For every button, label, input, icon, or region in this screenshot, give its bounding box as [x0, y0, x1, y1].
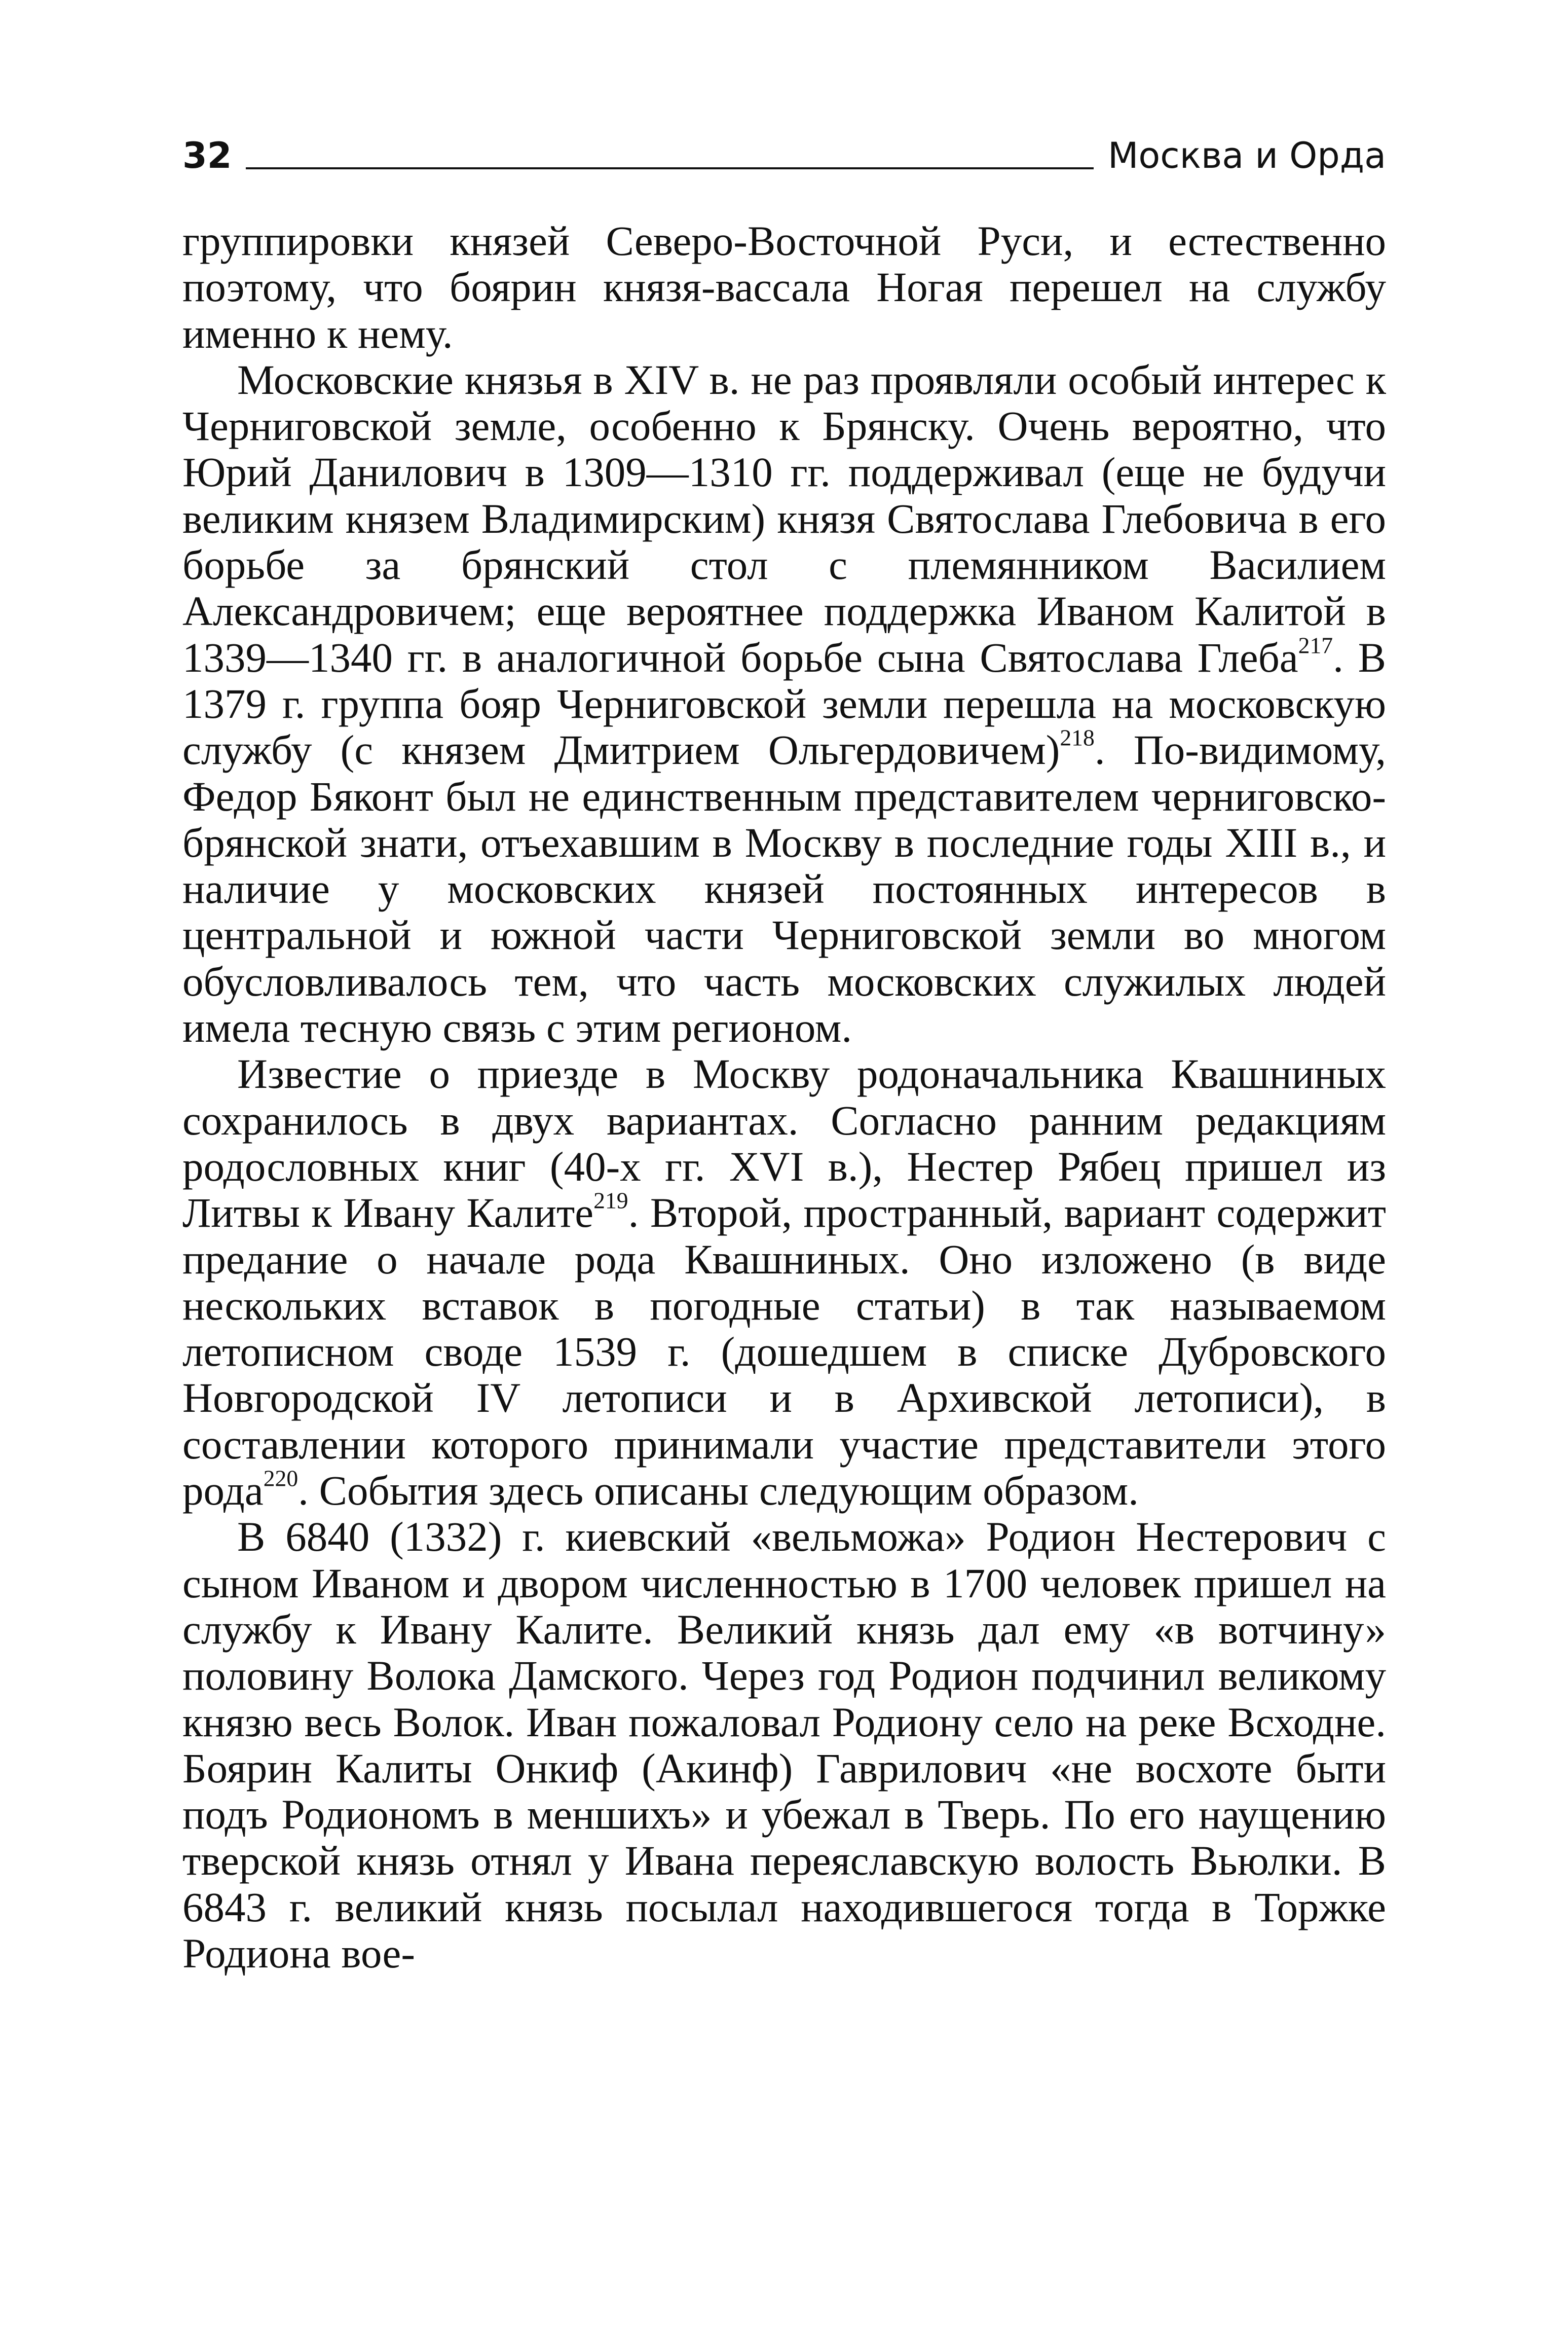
paragraph — [182, 357, 1386, 1051]
text-segment: В 6840 (1332) г. киевский «вельможа» Родион Нестерович с сыном Иваном и двором численностью в 1700 человек пришел на службу к Ивану Калите. Великий князь дал ему «в вотчину» половину Волока Дамского. Через год Родион подчинил великому князю весь Волок. Иван пожаловал Родиону село на реке Всходне. Боярин Калиты Онкиф (Акинф) Гаврилович «не восхоте быти подъ Родиономъ в меншихъ» и убежал в Тверь. По его наущению тверской князь отнял у Ивана переяславскую волость Вьюлки. В 6843 г. великий князь посылал находившегося тогда в Торжке Родиона вое- — [182, 1513, 1386, 1977]
running-head — [182, 128, 1386, 176]
body-text — [182, 218, 1386, 1977]
paragraph — [182, 1514, 1386, 1977]
text-segment: . Второй, пространный, вариант содержит предание о начале рода Квашниных. Оно изложено (в виде нескольких вставок в погодные статьи) в так называемом летописном своде 1539 г. (дошедшем в списке Дубровского Новгородской IV летописи и в Архивской летописи), в составлении которого принимали участие представители этого рода — [182, 1189, 1386, 1514]
footnote-ref-219: 219 — [593, 1187, 628, 1214]
text-segment: Московские князья в XIV в. не раз проявляли особый интерес к Черниговской земле, особенно к Брянску. Очень вероятно, что Юрий Данилович в 1309—1310 гг. поддерживал (еще не будучи великим князем Владимирским) князя Святослава Глебовича в его борьбе за брянский стол с племянником Василием Александровичем; еще вероятнее поддержка Иваном Калитой в 1339—1340 гг. в аналогичной борьбе сына Святослава Глеба — [182, 356, 1386, 681]
header-rule — [246, 167, 1094, 169]
footnote-ref-220: 220 — [263, 1465, 298, 1491]
paragraph — [182, 1051, 1386, 1514]
page-number: 32 — [182, 135, 232, 176]
text-segment: . События здесь описаны следующим образом. — [298, 1467, 1139, 1514]
running-title: Москва и Орда — [1108, 135, 1386, 176]
footnote-ref-217: 217 — [1298, 632, 1333, 659]
paragraph — [182, 218, 1386, 357]
footnote-ref-218: 218 — [1060, 724, 1095, 751]
text-segment: . В 1379 г. группа бояр Черниговской земли перешла на московскую службу (с князем Дмитрием Ольгердовичем) — [182, 634, 1386, 774]
text-segment: группировки князей Северо-Восточной Руси, и естественно поэтому, что боярин князя-вассала Ногая перешел на службу именно к нему. — [182, 217, 1386, 357]
text-segment: . По-видимому, Федор Бяконт был не единственным представителем черниговско-брянской знати, отъехавшим в Москву в последние годы XIII в., и наличие у московских князей постоянных интересов в центральной и южной части Черниговской земли во многом обусловливалось тем, что часть московских служилых людей имела тесную связь с этим регионом. — [182, 726, 1386, 1051]
text-segment: Известие о приезде в Москву родоначальника Квашниных сохранилось в двух вариантах. Согласно ранним редакциям родословных книг (40-х гг. XVI в.), Нестер Рябец пришел из Литвы к Ивану Калите — [182, 1050, 1386, 1236]
